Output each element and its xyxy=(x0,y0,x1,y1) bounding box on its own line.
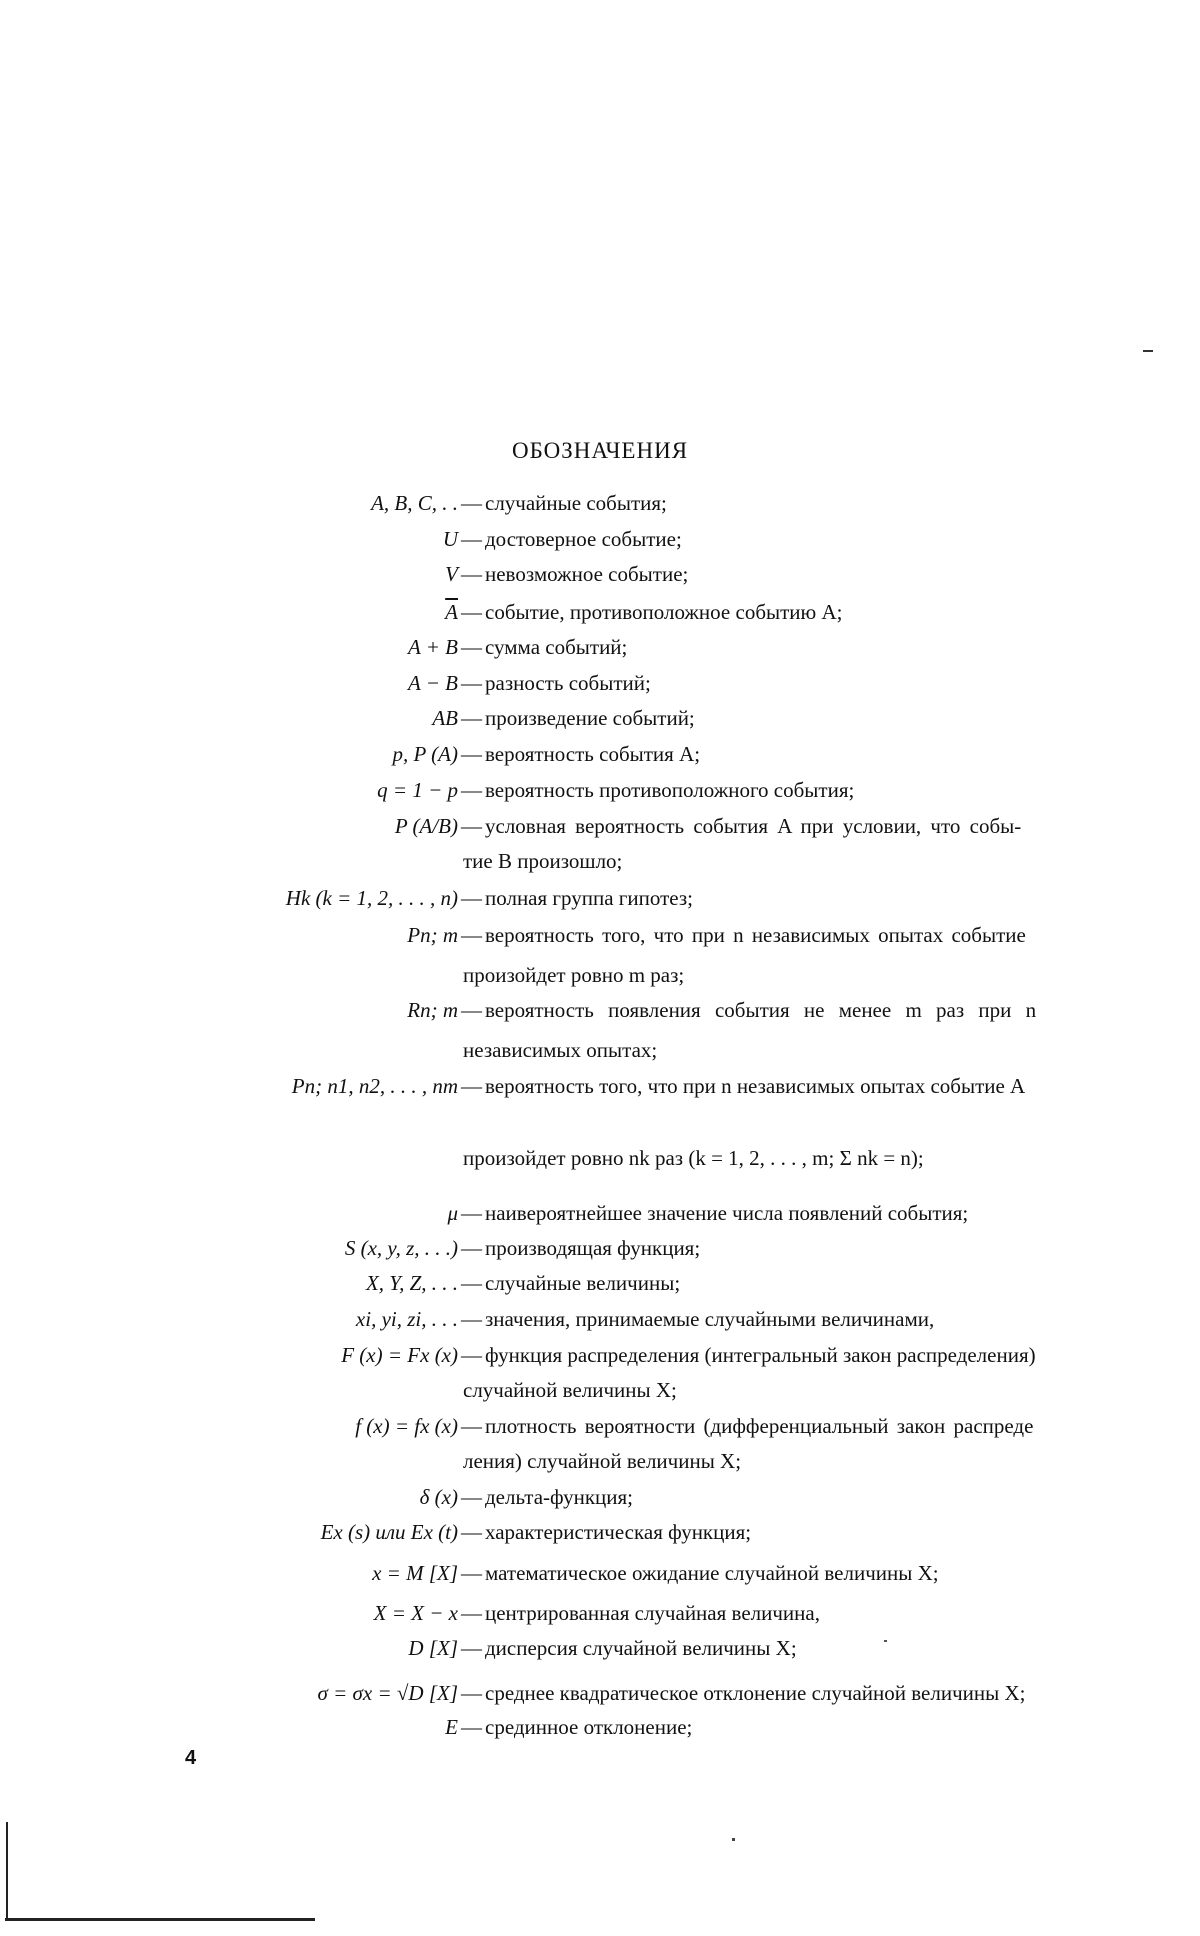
notation-definition-continuation: ления) случайной величины X; xyxy=(463,1449,742,1473)
dash: — xyxy=(461,1601,482,1625)
notation-definition: производящая функция; xyxy=(485,1236,701,1260)
dash: — xyxy=(461,671,482,695)
dash: — xyxy=(461,527,482,551)
notation-definition: дельта-функция; xyxy=(485,1485,634,1509)
scan-artifact xyxy=(732,1838,735,1841)
notation-definition: произведение событий; xyxy=(485,706,695,730)
notation-definition-continuation: независимых опытах; xyxy=(463,1038,658,1062)
notation-definition: функция распределения (интегральный закон распределения) xyxy=(485,1343,1036,1367)
notation-definition: значения, принимаемые случайными величинами, xyxy=(485,1307,935,1331)
notation-symbol: q = 1 − p xyxy=(377,778,458,802)
notation-symbol: A, B, C, . . xyxy=(371,491,458,515)
notation-definition: вероятность того, что при n независимых опытах событие xyxy=(485,923,1026,947)
dash: — xyxy=(461,1271,482,1295)
dash: — xyxy=(461,778,482,802)
notation-symbol: xi, yi, zi, . . . xyxy=(355,1307,458,1331)
notation-definition: срединное отклонение; xyxy=(485,1715,693,1739)
notation-definition: условная вероятность события A при условии, что собы- xyxy=(485,814,1022,838)
notation-definition: событие, противоположное событию A; xyxy=(485,600,843,624)
notation-definition: плотность вероятности (дифференциальный закон распреде xyxy=(485,1414,1034,1438)
dash: — xyxy=(461,706,482,730)
dash: — xyxy=(461,1074,482,1098)
dash: — xyxy=(461,562,482,586)
notation-definition-continuation: произойдет ровно nk раз (k = 1, 2, . . . , m; Σ nk = n); xyxy=(463,1146,924,1170)
notation-symbol: Pn; n1, n2, . . . , nm xyxy=(291,1074,458,1098)
notation-definition: разность событий; xyxy=(485,671,651,695)
dash: — xyxy=(461,1307,482,1331)
notation-symbol: f (x) = fx (x) xyxy=(355,1414,458,1438)
notation-definition-continuation: случайной величины X; xyxy=(463,1378,677,1402)
notation-definition: полная группа гипотез; xyxy=(485,886,693,910)
notation-definition: центрированная случайная величина, xyxy=(485,1601,820,1625)
page-title: ОБОЗНАЧЕНИЯ xyxy=(511,438,689,463)
notation-definition: случайные события; xyxy=(485,491,667,515)
dash: — xyxy=(461,491,482,515)
notation-symbol: D [X] xyxy=(408,1636,458,1660)
notation-symbol: X = X − x xyxy=(373,1601,458,1625)
notation-symbol: $\overline{A}$ xyxy=(445,600,458,624)
notation-definition: математическое ожидание случайной величины X; xyxy=(485,1561,939,1585)
notation-symbol: A + B xyxy=(408,635,458,659)
notation-symbol: AB xyxy=(432,706,458,730)
dash: — xyxy=(461,1636,482,1660)
scan-artifact xyxy=(884,1640,887,1642)
scan-artifact xyxy=(6,1822,8,1920)
notation-definition: случайные величины; xyxy=(485,1271,681,1295)
dash: — xyxy=(461,1681,482,1705)
dash: — xyxy=(461,635,482,659)
dash: — xyxy=(461,600,482,624)
notation-symbol: Hk (k = 1, 2, . . . , n) xyxy=(285,886,458,910)
notation-symbol: Ex (s) или Ex (t) xyxy=(320,1520,458,1544)
notation-symbol: S (x, y, z, . . .) xyxy=(344,1236,458,1260)
notation-symbol: σ = σx = √D [X] xyxy=(317,1681,458,1705)
notation-symbol: μ xyxy=(447,1201,458,1225)
dash: — xyxy=(461,998,482,1022)
notation-definition: невозможное событие; xyxy=(485,562,689,586)
notation-symbol: p, P (A) xyxy=(392,742,458,766)
notation-symbol: V xyxy=(445,562,458,586)
notation-definition-continuation: произойдет ровно m раз; xyxy=(463,963,685,987)
page-number: 4 xyxy=(185,1747,197,1769)
dash: — xyxy=(461,742,482,766)
dash: — xyxy=(461,1561,482,1585)
notation-definition: вероятность противоположного события; xyxy=(485,778,855,802)
dash: — xyxy=(461,1520,482,1544)
scan-artifact xyxy=(5,1918,315,1921)
dash: — xyxy=(461,814,482,838)
notation-definition: дисперсия случайной величины X; xyxy=(485,1636,797,1660)
dash: — xyxy=(461,1201,482,1225)
notation-symbol: U xyxy=(442,527,458,551)
notation-symbol: Rn; m xyxy=(407,998,458,1022)
dash: — xyxy=(461,1485,482,1509)
notation-definition-continuation: тие B произошло; xyxy=(463,849,623,873)
notation-symbol: A − B xyxy=(408,671,458,695)
notation-definition: вероятность события A; xyxy=(485,742,701,766)
dash: — xyxy=(461,1715,482,1739)
dash: — xyxy=(461,1414,482,1438)
notation-definition: сумма событий; xyxy=(485,635,628,659)
notation-symbol: Pn; m xyxy=(407,923,458,947)
notation-symbol: P (A/B) xyxy=(394,814,458,838)
notation-definition: достоверное событие; xyxy=(485,527,682,551)
notation-symbol: E xyxy=(445,1715,458,1739)
dash: — xyxy=(461,923,482,947)
dash: — xyxy=(461,1343,482,1367)
notation-definition: наивероятнейшее значение числа появлений события; xyxy=(485,1201,969,1225)
notation-definition: характеристическая функция; xyxy=(485,1520,752,1544)
notation-definition: вероятность того, что при n независимых опытах событие A xyxy=(485,1074,1026,1098)
notation-definition: среднее квадратическое отклонение случайной величины X; xyxy=(485,1681,1026,1705)
notation-definition: вероятность появления события не менее m раз при n xyxy=(485,998,1037,1022)
dash: — xyxy=(461,1236,482,1260)
notation-symbol: δ (x) xyxy=(419,1485,458,1509)
scan-artifact xyxy=(1143,350,1153,352)
dash: — xyxy=(461,886,482,910)
notation-symbol: x = M [X] xyxy=(372,1561,458,1585)
notation-symbol: X, Y, Z, . . . xyxy=(365,1271,458,1295)
notation-symbol: F (x) = Fx (x) xyxy=(341,1343,458,1367)
